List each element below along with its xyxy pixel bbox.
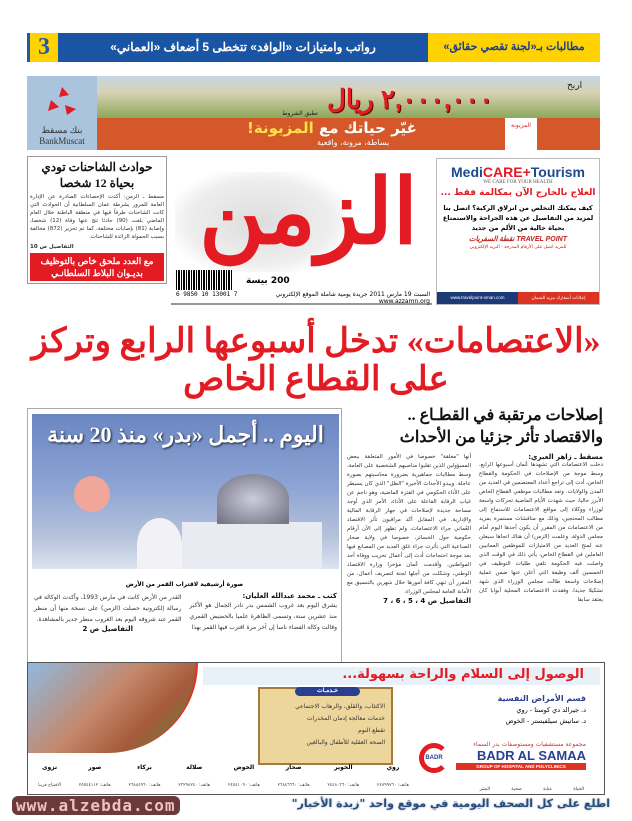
prize-ad-banner[interactable] <box>97 76 600 118</box>
bankmuscat-logo-panel[interactable] <box>27 76 97 150</box>
psychiatry-dept <box>498 693 586 727</box>
doctor-name: د. جيرالد دي كوستا - روي <box>516 706 586 714</box>
medicare-tagline: WE CARE FOR YOUR HEALTH <box>483 180 553 185</box>
branch-name: الخوير <box>334 764 353 771</box>
service-item: خدمات معالجة إدمان المخدرات <box>306 715 385 722</box>
barcode-icon <box>176 270 232 290</box>
branch-item <box>178 764 210 790</box>
photo-story-text-left: القدر من الأرض كانت في مارس 1993، وأكدت الوكالة في رسالة إلكترونية حصلت (الزمن) على نسخة منها أن منظر القمر عند شروقه اليوم بعد الغروب منظر جدير بالمشاهدة. <box>34 594 182 623</box>
medicare-footer-slogan: إعلانات أسفارك مزيد الضمان <box>518 292 599 304</box>
masthead <box>171 158 432 305</box>
branch-item <box>38 764 61 790</box>
side-news-box <box>27 156 167 284</box>
branch-name: بركاء <box>137 764 152 771</box>
photo-story-details[interactable]: التفاصيل ص 2 <box>82 625 134 633</box>
supplement-notice[interactable]: مع العدد ملحق خاص بالتوظيف بديـوان البلاط السلطانـي <box>30 253 164 281</box>
branch-phone: هاتف: ٢٥٥٤٤١١٢ <box>78 783 111 788</box>
medicare-brand-b: CARE <box>482 164 523 180</box>
service-item: تقطع النوم <box>358 727 385 734</box>
medicare-tourism-ad[interactable] <box>436 158 600 305</box>
ad-slogan-start: غيّر حياتك مع <box>319 119 417 137</box>
photo-caption: صورة أرشيفية لاقتراب القمر من الأرض <box>125 581 244 588</box>
photo-story-byline: كتب ـ محمد عبدالله العليان: <box>242 592 337 600</box>
badr-al-samaa-ad[interactable] <box>27 662 605 795</box>
branch-phone: هاتف: ٢٤٥٤١٠٩٠ <box>227 783 260 788</box>
group-subtitle: GROUP OF HOSPITAL AND POLYCLINICS <box>456 763 586 770</box>
main-story-text-left: أنها "مغلقة" خصوصا في الأمور المتعلقة ببعض المسؤولين الذين تقلبوا مناصبهم الشخصية على العامة، وسط مطالبات جماهيرية بضرورة محاسبتهم بصورة عاجلة. ويبدو الأحداث الأخيرة "الظل" الذي كان يسيطر على الأداء الحكومي في الفترة الماضية، وهو ناجم عن غياب الرقابة الفاعلة على الأداء، الأمر الذي أوجد مساحة جديدة لإصلاحات في جهاز الرقابة المالية والإدارية. في المقابل أكد مراقبون تأثر الاقتصاد العُماني جراء الاعتصامات، ولم تظهر إلى الآن أرقام حكومية حول الخسائر، خصوصا في ولاية صحار الصناعية التي تأثرت جراء غلق العديد من المصانع فيها بعد موجة احتجاجات أدت إلى أعمال تخريب ووفاة أحد المواطنين. وأقدمت عُمان مؤخرا وزارة الاقتصاد الوطني، وشكلت من أجلها لجنة لتصريف أعمال، من المقرر أن تنهي كافة أمورها خلال شهرين بالتنسيق مع الأمانة العامة لمجلس الوزراء. <box>347 454 471 595</box>
badr-crescent-logo-icon: BADR <box>419 743 449 773</box>
side-news-headline[interactable]: حوادث الشاحنات تودي بحياة 12 شخصا <box>41 160 153 190</box>
page-number: 3 <box>30 33 58 62</box>
branch-name: صلالة <box>186 764 203 771</box>
prize-amount: ٢,٠٠٠,٠٠٠ ريال <box>327 84 494 114</box>
bank-name-en: BankMuscat <box>39 136 85 146</box>
branch-item <box>327 764 359 790</box>
medicare-question: كيف يمكنك التخلص من انزلاق الركبة؟ اتصل بنا لمزيد من التفاصيل عن هذه الجراحة والاستمتاع بحياة خالية من الألم من جديد <box>442 204 594 232</box>
medicare-brand-c: Tourism <box>530 164 585 180</box>
badr-brand <box>456 741 586 770</box>
photo-story <box>27 408 342 663</box>
main-story <box>347 405 603 605</box>
photo-story-text-right: يشرق اليوم بعد غروب الشمس بدر نادر الجمال هو الأكبر منذ عشرين سنة، وتسمى الظاهرة علميا بالحضيض القمري وقالت وكالة الفضاء ناسا إن آخر مرة اقترب فيها القمر بهذا <box>189 602 337 631</box>
branch-item <box>79 764 111 790</box>
observatory-building <box>182 522 322 572</box>
branch-phone: الافتتاح قريبا <box>38 783 62 788</box>
group-name-ar: مجموعة مستشفيات ومستوصفات بدر السماء <box>473 741 586 748</box>
main-headline[interactable]: «الاعتصامات» تدخل أسبوعها الرابع وتركز على القطاع الخاص <box>31 323 601 398</box>
branch-name: الخوض <box>233 764 255 771</box>
footer-promo[interactable]: اطلع على كل الصحف اليومية في موقع واحد "زبدة الأخبار" <box>291 797 610 810</box>
banner-headline-blue[interactable]: رواتب وامتيازات «الوافد» تتخطى 5 أضعاف «العماني» <box>58 33 428 62</box>
branch-phone: هاتف: ٢٦٨٤٦٦٦٠ <box>277 783 310 788</box>
branch-phone: هاتف: ٢٣٢٩٨٢٤٠ <box>178 783 211 788</box>
branch-item <box>278 764 310 790</box>
ad-product-name: المزيونة! <box>247 119 314 137</box>
dept-title: قسم الأمراض النفسية <box>497 694 586 703</box>
top-banner <box>27 33 600 62</box>
main-story-col-right <box>479 453 603 605</box>
mazyouna-logo: المزيونة <box>505 118 537 150</box>
photo-story-columns <box>34 592 337 633</box>
footer-website-link[interactable]: www.alzebda.com <box>12 796 180 815</box>
issue-price: 200 بيسة <box>246 276 290 286</box>
barcode-number: 6 9850 10 13001 7 <box>176 291 238 298</box>
bank-name-ar: بنك مسقط <box>41 125 83 135</box>
win-label: اربح <box>567 81 583 91</box>
service-item: الصحة العقلية للأطفال والبالغين <box>306 739 385 746</box>
branch-phone: هاتف: ٢٤٤٨٠٣٦٠ <box>327 783 360 788</box>
main-story-headline[interactable]: إصلاحات مرتقبة في القطـاع .. والاقتصاد تأثر جزئيا من الأحداث <box>399 407 603 446</box>
medicare-footer <box>437 292 599 304</box>
hospital-ad-title: الوصول إلى السلام والراحة بسهولة... <box>342 667 584 682</box>
photo-story-col-left <box>34 592 182 633</box>
main-story-byline: مسقط ـ زاهر العبري: <box>528 453 603 461</box>
small-dome-graphic <box>137 518 182 572</box>
branch-item <box>377 764 409 790</box>
services-label: خـدمـات <box>295 687 360 696</box>
couple-photo <box>28 663 198 753</box>
banner-headline-yellow[interactable]: مطالبات بـ«لجنة تقصي حقائق» <box>428 33 600 62</box>
photo-overlay-title: اليوم .. أجمل «بدر» منذ 20 سنة <box>47 422 324 447</box>
plus-icon: + <box>522 164 531 180</box>
medicare-brand <box>437 164 599 180</box>
service-item: الاكتئاب، والقلق، والرهاب الاجتماعي <box>295 703 385 710</box>
side-news-details[interactable]: التفاصيل ص 10 <box>30 244 74 250</box>
branch-name: نزوى <box>41 764 58 771</box>
date-line: السبت 19 مارس 2011 جريدة يومية شاملة الموقع الإلكتروني www.azzamn.org <box>275 291 430 305</box>
main-story-details[interactable]: التفاصيل ص 4 ، 5 ، 6 ، 7 <box>383 597 471 605</box>
medicare-brand-a: Medi <box>451 164 483 180</box>
group-name-en: BADR AL SAMAA <box>476 748 586 763</box>
branch-name: صور <box>88 764 102 771</box>
branch-item <box>228 764 260 790</box>
mazyouna-ad-strip[interactable] <box>97 118 600 150</box>
medicare-contact: للمزيد اتصل على الأرقام المدرجة - البريد الإلكتروني <box>469 245 567 250</box>
medicare-website[interactable]: www.travelpoint-oman.com <box>437 292 518 304</box>
services-scroll <box>258 687 393 765</box>
large-dome-graphic <box>217 474 289 524</box>
terms-note: تطبق الشروط <box>282 110 318 117</box>
branch-name: روي <box>386 764 400 771</box>
medicare-headline: العلاج بالخارج الآن بمكالمة فقط ... <box>440 188 596 198</box>
newspaper-logo: الزمن <box>199 163 418 263</box>
snow-ground <box>32 569 339 579</box>
hospital-slogan: الحياة عناية صحية البشر <box>479 786 584 791</box>
branch-name: صحار <box>285 764 302 771</box>
ad-slogan <box>247 119 417 137</box>
main-story-col-left <box>347 453 471 605</box>
photo-story-col-right <box>190 592 338 633</box>
branch-phone: هاتف: ٢٦٨٨٤٩٦٠ <box>128 783 161 788</box>
branch-list <box>38 764 409 790</box>
main-story-columns <box>347 453 603 605</box>
moon-graphic <box>74 476 110 512</box>
side-news-body: مسقط ـ الزمن: أكدت الإحصاءات الصادرة عن الإدارة العامة للمرور بشرطة عمان السلطانية أن الحوادث التي كانت الشاحنات طرفاً فيها في منطقة الباطنة خلال العام الماضي بلغت (90) حادثا نتج عنها وفاة (12) شخصا، وإصابة (81) بإصابات مختلفة، كما تم تحرير (872) مخالفة بسبب الحمولة الزائدة للشاحنات. <box>30 194 164 240</box>
observatory-photo[interactable] <box>32 414 339 579</box>
branch-phone: هاتف: ٢٤٧٩٩٧٦٠ <box>377 783 409 788</box>
ad-subline: بساطة، مرونة، واقعية <box>317 138 390 147</box>
doctor-name: د. ساتيش سيلفيستر - الخوض <box>505 717 586 725</box>
branch-item <box>129 764 161 790</box>
bankmuscat-logo-icon <box>45 85 79 119</box>
main-story-text-right: دخلت الاعتصامات التي تشهدها عُمان أسبوعها الرابع، وسط موجة من الإصلاحات في الحكومة والقطاع الخاص، أدت إلى تراجع أعداد المعتصمين في العديد من المدن والولايات. وتعد مطالبات موظفي القطاع الخاص الأبرز حاليا، حيث شهدت الأيام الماضية تحركات واسعة لوزراء ووكلاء إلى مواقع الاعتصامات للاستماع إلى مطالب المحتجين، وذلك مع مناقشات مستمرة بمزيد من الاعتصامات من المقرر أن يكون أحدها اليوم أمام مجلس الدولة. وعلمت (الزمن) أن هناك اتجاها سيعلن عنه لمنح العديد من الامتيازات للموظفين العمانيين العاملين في القطاع الخاص، يأتي ذلك في الوقت الذي واصلت فيه الحكومة تلقي طلبات التوظيف في الخمسين ألف وظيفة التي أعلن عنها ضمن عملية إصلاحات واسعة طالت مجلس الوزراء الذي شهد تشكيلا جديدا. وفقدت الاعتصامات المحلية أبوابا كان يعتقد سابقا <box>479 462 603 603</box>
travel-point-logo: نقطة السفريات TRAVEL POINT <box>469 236 567 243</box>
